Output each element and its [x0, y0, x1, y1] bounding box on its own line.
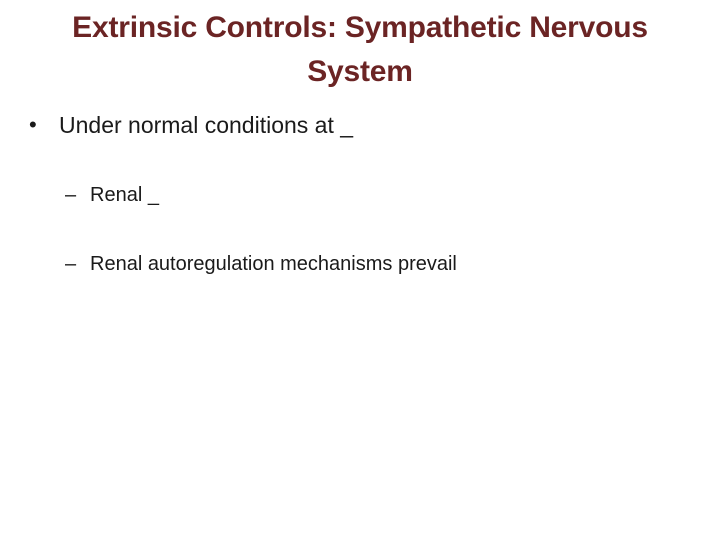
bullet-item [29, 109, 353, 141]
sub-bullet-marker: – [65, 183, 77, 206]
sub-bullet-item-autoregulation [65, 250, 457, 278]
bullet-marker: • [29, 112, 37, 137]
sub-bullet-text: Renal autoregulation mechanisms prevail [90, 252, 457, 275]
sub-bullet-text: Renal _ [90, 183, 159, 206]
sub-bullet-marker: – [65, 252, 77, 275]
bullet-text: Under normal conditions at _ [59, 111, 354, 138]
slide-title: Extrinsic Controls: Sympathetic Nervous System [72, 11, 648, 88]
sub-bullet-item-renal [65, 181, 159, 209]
